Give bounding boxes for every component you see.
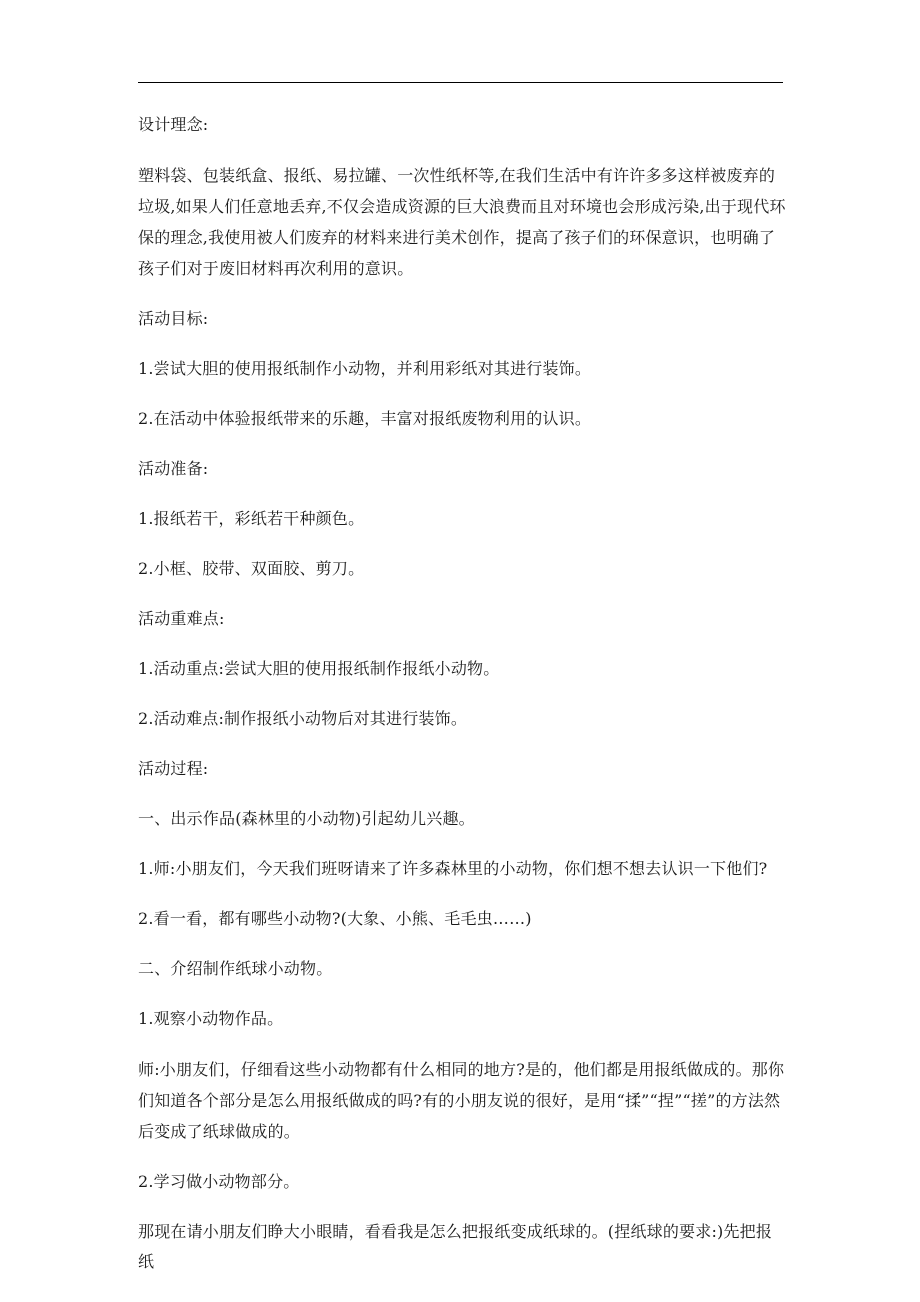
heading-key-points: 活动重难点:	[138, 609, 225, 628]
paragraph-paper-ball-instructions: 那现在请小朋友们睁大小眼睛，看看我是怎么把报纸变成纸球的。(捏纸球的要求:)先把报纸	[138, 1222, 773, 1271]
process-step-2-2: 2.学习做小动物部分。	[138, 1172, 300, 1191]
preparation-item-2: 2.小框、胶带、双面胶、剪刀。	[138, 559, 365, 578]
header-rule	[138, 82, 783, 83]
process-step-1-2: 2.看一看，都有哪些小动物?(大象、小熊、毛毛虫……)	[138, 909, 532, 928]
key-point-item-1: 1.活动重点:尝试大胆的使用报纸制作报纸小动物。	[138, 659, 500, 678]
preparation-item-1: 1.报纸若干，彩纸若干种颜色。	[138, 509, 365, 528]
heading-design-concept: 设计理念:	[138, 115, 209, 134]
heading-activity-goals: 活动目标:	[138, 309, 209, 328]
key-point-item-2: 2.活动难点:制作报纸小动物后对其进行装饰。	[138, 709, 468, 728]
process-step-1-1: 1.师:小朋友们，今天我们班呀请来了许多森林里的小动物，你们想不想去认识一下他们?	[138, 859, 768, 878]
goal-item-1: 1.尝试大胆的使用报纸制作小动物，并利用彩纸对其进行装饰。	[138, 359, 592, 378]
process-section-1: 一、出示作品(森林里的小动物)引起幼儿兴趣。	[138, 809, 475, 828]
heading-activity-preparation: 活动准备:	[138, 459, 209, 478]
document-body	[138, 110, 788, 1297]
process-step-2-1: 1.观察小动物作品。	[138, 1009, 284, 1028]
process-section-2: 二、介绍制作纸球小动物。	[138, 959, 333, 978]
heading-activity-process: 活动过程:	[138, 759, 209, 778]
goal-item-2: 2.在活动中体验报纸带来的乐趣，丰富对报纸废物利用的认识。	[138, 409, 592, 428]
paragraph-teacher-dialogue: 师:小朋友们，仔细看这些小动物都有什么相同的地方?是的，他们都是用报纸做成的。那你们知道各个部分是怎么用报纸做成的吗?有的小朋友说的很好，是用“揉”“捏”“搓”的方法然后变成了纸球做成的。	[138, 1060, 785, 1141]
paragraph-design-concept: 塑料袋、包装纸盒、报纸、易拉罐、一次性纸杯等,在我们生活中有许许多多这样被废弃的垃圾,如果人们任意地丢弃,不仅会造成资源的巨大浪费而且对环境也会形成污染,出于现代环保的理念,我使用被人们废弃的材料来进行美术创作，提高了孩子们的环保意识，也明确了孩子们对于废旧材料再次利用的意识。	[138, 166, 786, 278]
